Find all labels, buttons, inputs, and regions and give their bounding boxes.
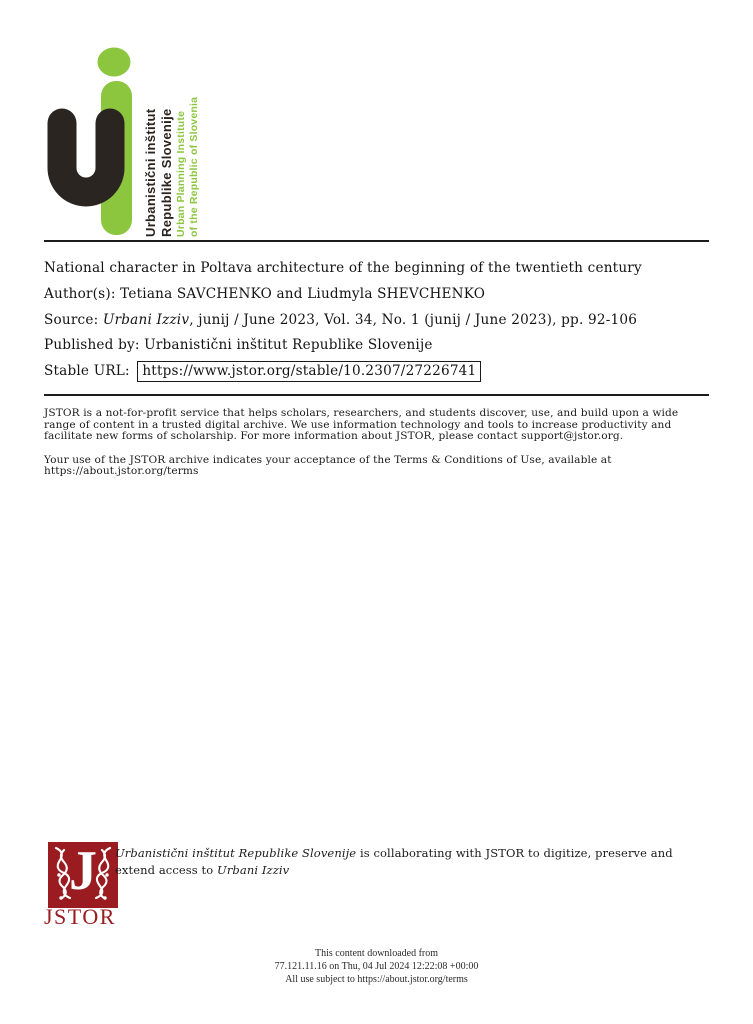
- disclaimer-line: facilitate new forms of scholarship. For more information about JSTOR, please contact support@jstor.org.: [44, 430, 624, 442]
- download-stamp: [0, 947, 753, 986]
- collab-text: is collaborating with JSTOR to digitize, preserve and: [356, 846, 673, 860]
- divider-middle: [44, 394, 709, 396]
- article-source: [44, 308, 724, 334]
- institute-name-sl-line1: Urbanistični inštitut: [143, 108, 158, 237]
- ui-institute-logo-text: [143, 77, 201, 237]
- source-journal-name: Urbani Izziv: [102, 311, 190, 328]
- divider-top: [44, 240, 709, 242]
- source-details: , junij / June 2023, Vol. 34, No. 1 (junij / June 2023), pp. 92-106: [189, 311, 638, 328]
- collaboration-statement: [115, 845, 735, 878]
- source-label: Source:: [44, 311, 103, 328]
- collab-line1: [115, 845, 735, 862]
- collab-journal-name: Urbani Izziv: [217, 862, 290, 877]
- article-authors: Author(s): Tetiana SAVCHENKO and Liudmyla SHEVCHENKO: [44, 285, 486, 302]
- jstor-disclaimer: [44, 408, 734, 478]
- download-stamp-line2: 77.121.11.16 on Thu, 04 Jul 2024 12:22:08 +00:00: [274, 961, 479, 972]
- jstor-logo-icon: [48, 842, 118, 908]
- disclaimer-line: JSTOR is a not-for-profit service that helps scholars, researchers, and students discover, use, and build upon a wide: [44, 407, 679, 419]
- citation-block: [44, 256, 724, 385]
- disclaimer-line: range of content in a trusted digital archive. We use information technology and tools to increase productivity and: [44, 418, 672, 431]
- stable-url-label: Stable URL:: [44, 363, 135, 380]
- article-title: National character in Poltava architecture of the beginning of the twentieth century: [44, 260, 642, 276]
- jstor-logo-letter: J: [69, 840, 97, 902]
- download-stamp-line3: All use subject to https://about.jstor.org/terms: [285, 974, 468, 985]
- institute-name-en-line2: of the Republic of Slovenia: [188, 96, 200, 237]
- terms-url-link[interactable]: https://about.jstor.org/terms: [44, 465, 199, 477]
- collab-text2: extend access to: [115, 862, 218, 877]
- terms-notice-line: Your use of the JSTOR archive indicates your acceptance of the Terms & Conditions of Use, available at: [44, 453, 612, 466]
- ui-institute-logo-icon: [44, 46, 136, 238]
- jstor-wordmark: JSTOR: [44, 904, 116, 929]
- institute-name-sl-line2: Republike Slovenije: [159, 108, 174, 237]
- collab-org-name: Urbanistični inštitut Republike Slovenije: [115, 846, 357, 860]
- institute-name-en-line1: Urban Planning Institute: [175, 110, 187, 237]
- collab-line2: [115, 862, 735, 879]
- article-publisher: Published by: Urbanistični inštitut Republike Slovenije: [44, 337, 433, 354]
- download-stamp-line1: This content downloaded from: [314, 948, 439, 959]
- stable-url-line: [44, 359, 724, 385]
- stable-url-link[interactable]: https://www.jstor.org/stable/10.2307/27226741: [137, 361, 481, 382]
